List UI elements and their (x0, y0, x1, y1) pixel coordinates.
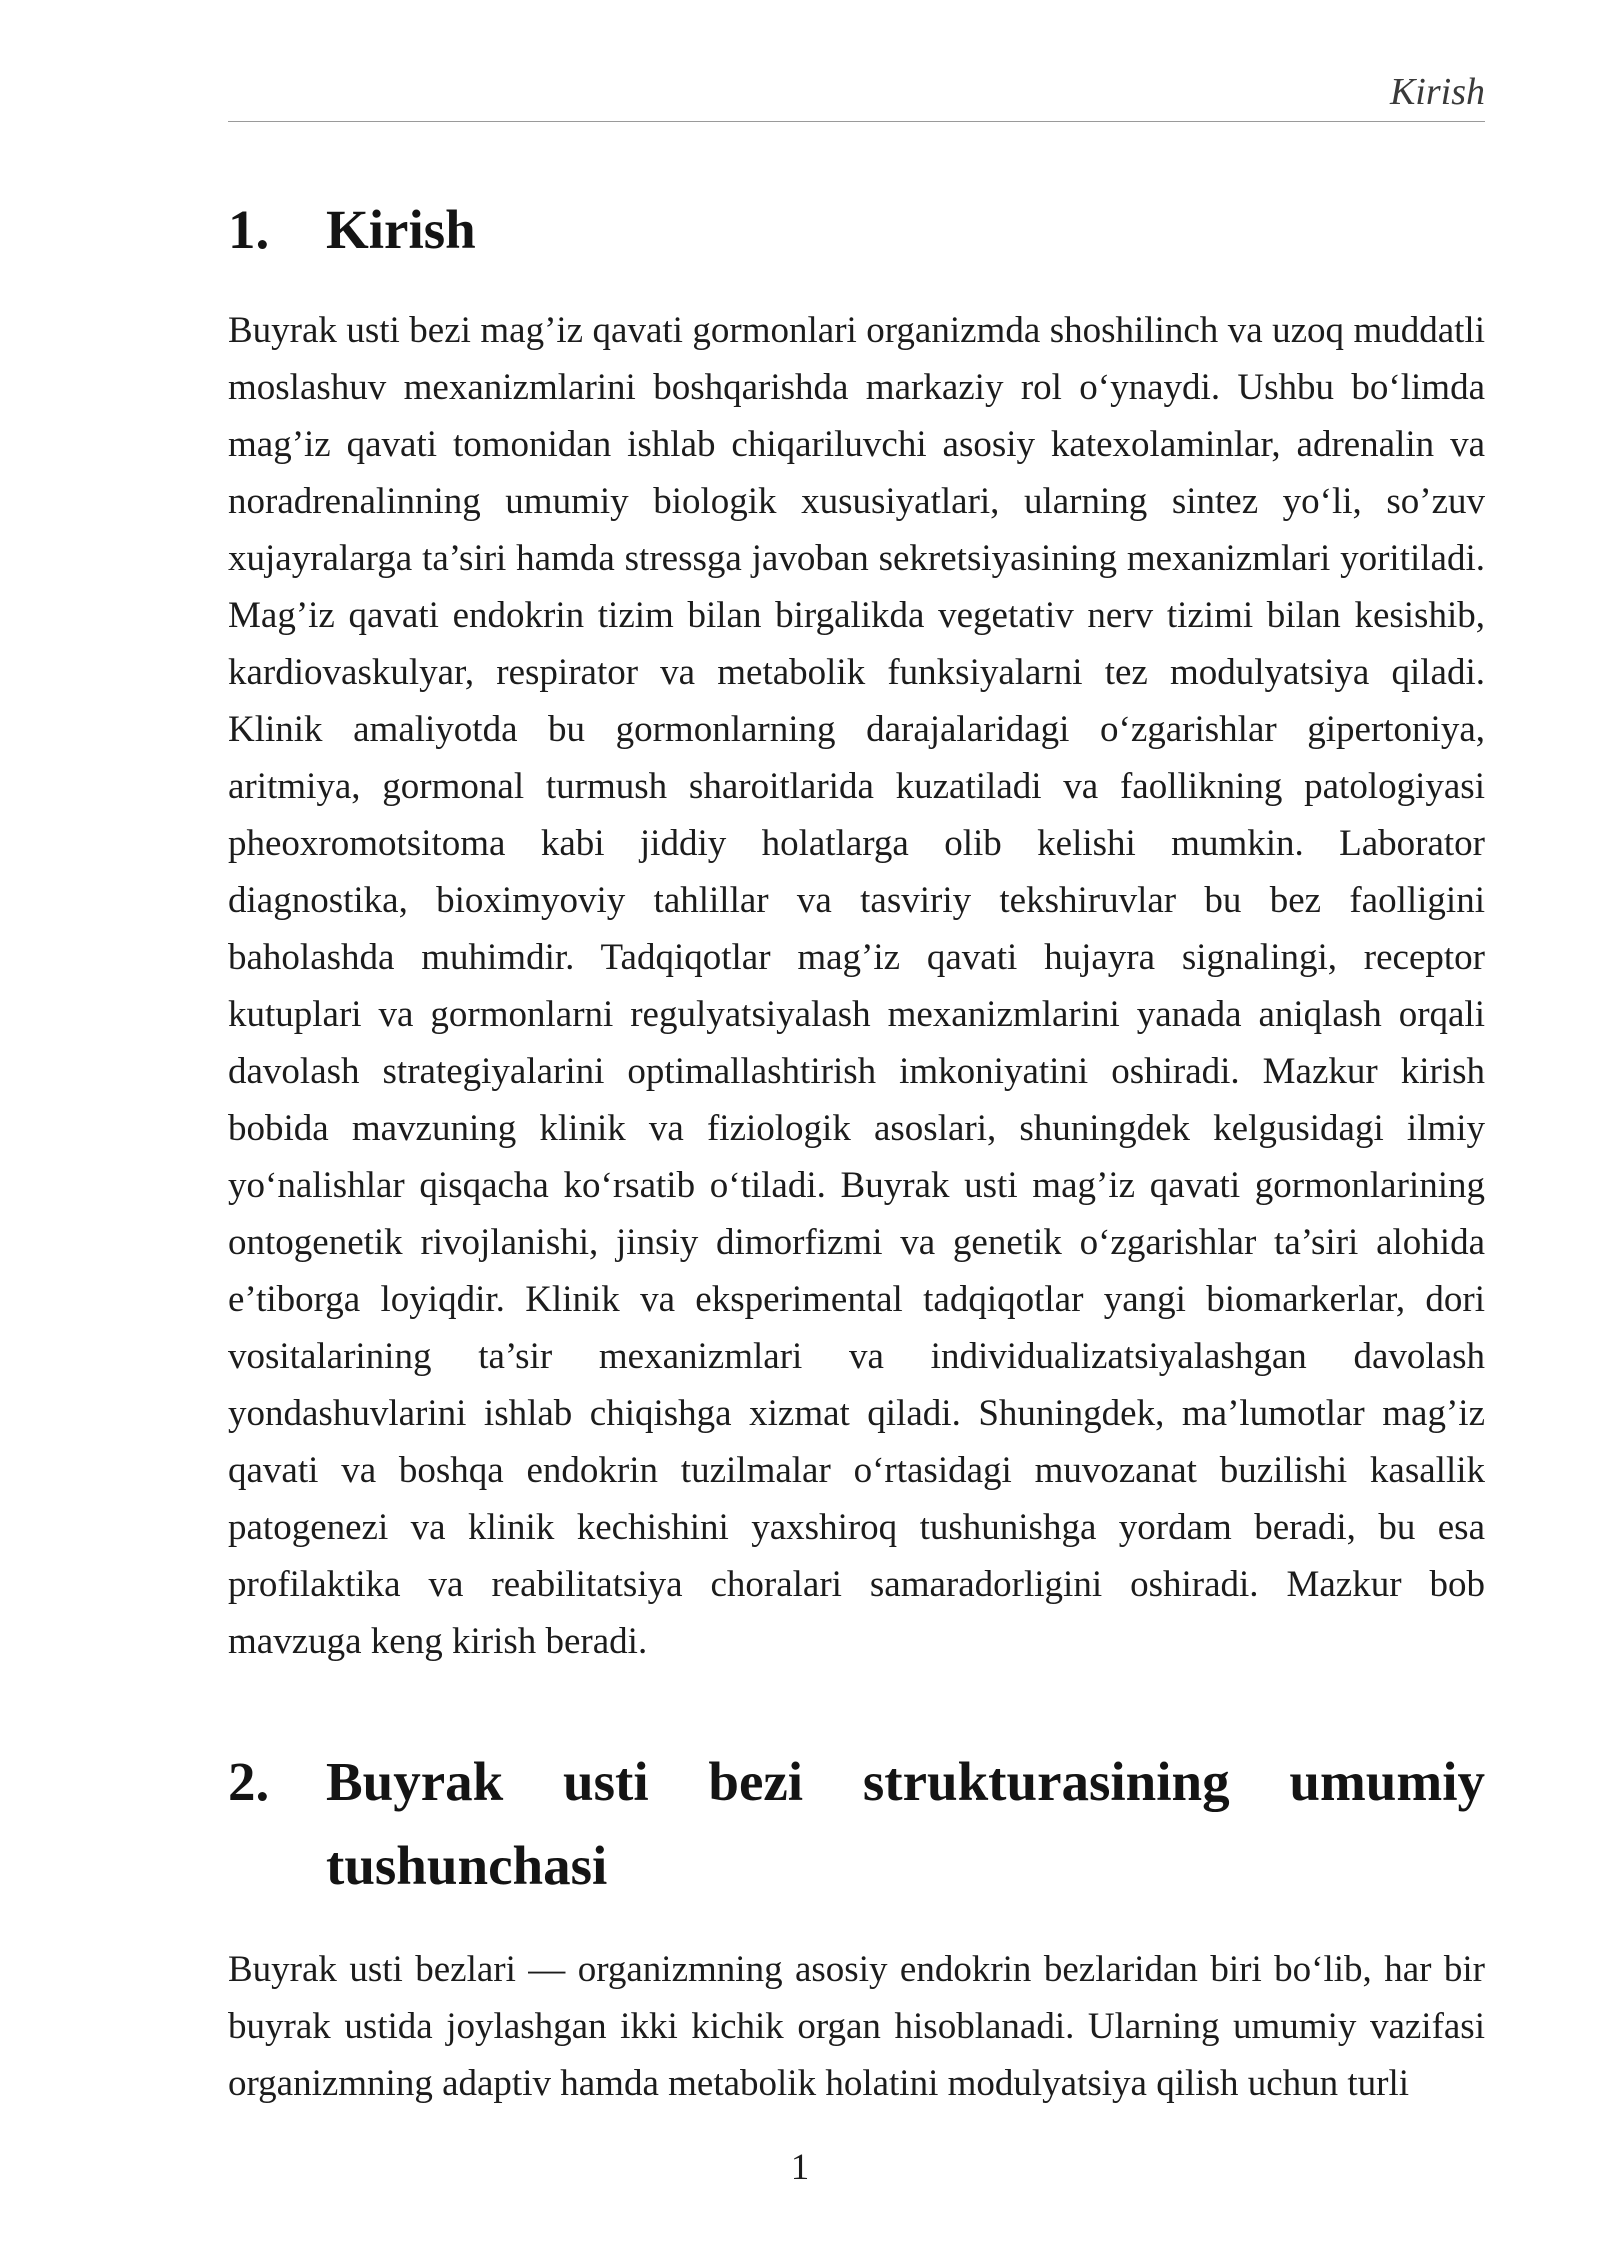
page-number: 1 (790, 2147, 810, 2188)
header-rule (228, 121, 1485, 122)
section-number: 1. (228, 199, 270, 260)
section-title: Kirish (326, 199, 476, 260)
paragraph-structure: Buyrak usti bezlari — organizmning asosiy endokrin bezlaridan biri bo‘lib, har bir buyrak ustida joylashgan ikki kichik organ hisoblanadi. Ularning umumiy vazifasi organizmning adaptiv hamda metabolik holatini modulyatsiya qilish uchun turli (228, 1949, 1485, 2104)
section-number: 2. (228, 1751, 270, 1812)
paragraph-introduction: Buyrak usti bezi mag’iz qavati gormonlari organizmda shoshilinch va uzoq muddatli moslashuv mexanizmlarini boshqarishda markaziy rol o‘ynaydi. Ushbu bo‘limda mag’iz qavati tomonidan ishlab chiqariluvchi asosiy katexolaminlar, adrenalin va noradrenalinning umumiy biologik xususiyatlari, ularning sintez yo‘li, so’zuv xujayralarga ta’siri hamda stressga javoban sekretsiyasining mexanizmlari yoritiladi. Mag’iz qavati endokrin tizim bilan birgalikda vegetativ nerv tizimi bilan kesishib, kardiovaskulyar, respirator va metabolik funksiyalarni tez modulyatsiya qiladi. Klinik amaliyotda bu gormonlarning darajalaridagi o‘zgarishlar gipertoniya, aritmiya, gormonal turmush sharoitlarida kuzatiladi va faollikning patologiyasi pheoxromotsitoma kabi jiddiy holatlarga olib kelishi mumkin. Laborator diagnostika, bioximyoviy tahlillar va tasviriy tekshiruvlar bu bez faolligini baholashda muhimdir. Tadqiqotlar mag’iz qavati hujayra signalingi, receptor kutuplari va gormonlarni regulyatsiyalash mexanizmlarini yanada aniqlash orqali davolash strategiyalarini optimallashtirish imkoniyatini oshiradi. Mazkur kirish bobida mavzuning klinik va fiziologik asoslari, shuningdek kelgusidagi ilmiy yo‘nalishlar qisqacha ko‘rsatib o‘tiladi. Buyrak usti mag’iz qavati gormonlarining ontogenetik rivojlanishi, jinsiy dimorfizmi va genetik o‘zgarishlar ta’siri alohida e’tiborga loyiqdir. Klinik va eksperimental tadqiqotlar yangi biomarkerlar, dori vositalarining ta’sir mexanizmlari va individualizatsiyalashgan davolash yondashuvlarini ishlab chiqishga xizmat qiladi. Shuningdek, ma’lumotlar mag’iz qavati va boshqa endokrin tuzilmalar o‘rtasidagi muvozanat buzilishi kasallik patogenezi va klinik kechishini yaxshiroq tushunishga yordam beradi, bu esa profilaktika va reabilitatsiya choralari samaradorligini oshiradi. Mazkur bob mavzuga keng kirish beradi. (228, 310, 1485, 1662)
section-heading-kirish (228, 188, 1485, 272)
section-heading-structure (228, 1740, 1485, 1908)
section-title: Buyrak usti bezi strukturasining umumiy tushunchasi (326, 1751, 1485, 1896)
running-header: Kirish (1389, 71, 1485, 113)
